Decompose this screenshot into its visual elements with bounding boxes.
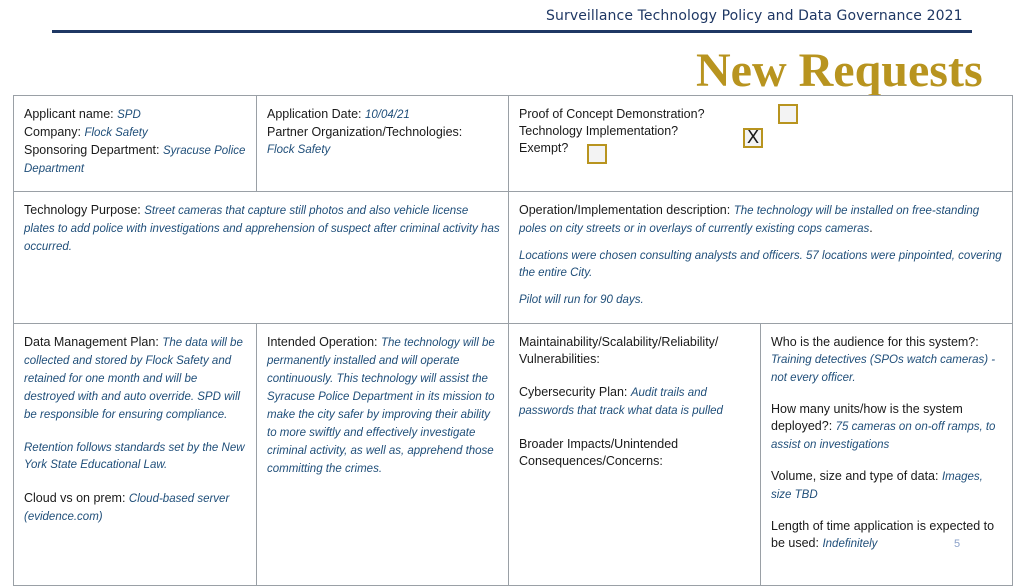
technology-implementation-label: Technology Implementation? <box>519 124 679 138</box>
exempt-checkbox[interactable] <box>587 144 607 164</box>
operation-description-label: Operation/Implementation description: <box>519 203 731 217</box>
intended-operation-cell <box>257 324 509 586</box>
applicant-name-label: Applicant name: <box>24 107 114 121</box>
application-date-label: Application Date: <box>267 107 362 121</box>
pilot-duration-text: Pilot will run for 90 days. <box>519 294 644 306</box>
intended-operation-value: The technology will be permanently installed and will operate continuously. This technology will assist the Syracuse Police Department in its mission to make the city safer by improving their ability to more swiftly and effectively investigate criminal activity, as well as, apprehend those committing the crimes. <box>267 337 495 475</box>
application-date-cell <box>257 96 509 192</box>
form-row-operations <box>14 324 1013 586</box>
page-title: New Requests <box>696 44 983 97</box>
audience-cell <box>761 324 1013 586</box>
retention-text: Retention follows standards set by the New York State Educational Law. <box>24 442 245 471</box>
intended-operation-label: Intended Operation: <box>267 335 378 349</box>
cloud-vs-onprem-value: Cloud-based server (evidence.com) <box>24 493 230 523</box>
data-management-cell <box>14 324 257 586</box>
usage-length-value: Indefinitely <box>822 538 878 550</box>
partner-organization-value: Flock Safety <box>267 144 331 156</box>
form-row-applicant <box>14 96 1013 192</box>
data-management-value: The data will be collected and stored by Flock Safety and retained for one month and will be destroyed with and auto override. SPD will be responsible for ensuring compliance. <box>24 337 243 421</box>
cybersecurity-plan-value: Audit trails and passwords that track what data is pulled <box>519 387 723 417</box>
header-divider <box>52 30 972 33</box>
operation-description-cell <box>509 192 1013 324</box>
technology-implementation-checkbox[interactable]: X <box>743 128 763 148</box>
locations-text: Locations were chosen consulting analysts and officers. 57 locations were pinpointed, covering the entire City. <box>519 250 1002 279</box>
presentation-header-title: Surveillance Technology Policy and Data Governance 2021 <box>546 8 963 24</box>
proof-of-concept-label: Proof of Concept Demonstration? <box>519 107 705 121</box>
maintainability-label: Maintainability/Scalability/Reliability/ Vulnerabilities: <box>519 335 719 366</box>
data-management-label: Data Management Plan: <box>24 335 159 349</box>
units-deployed-value: 75 cameras on on-off ramps, to assist on investigations <box>771 421 996 451</box>
maintainability-cell <box>509 324 761 586</box>
company-value: Flock Safety <box>84 127 148 139</box>
page-number: 5 <box>954 538 961 550</box>
partner-organization-label: Partner Organization/Technologies: <box>267 125 463 139</box>
data-volume-label: Volume, size and type of data: <box>771 469 939 483</box>
cybersecurity-plan-label: Cybersecurity Plan: <box>519 385 628 399</box>
data-volume-value: Images, size TBD <box>771 471 983 501</box>
usage-length-label: Length of time application is expected to be used: <box>771 519 995 550</box>
audience-value: Training detectives (SPOs watch cameras) - not every officer. <box>771 354 996 384</box>
operation-description-value: The technology will be installed on free-standing poles on city streets or in overlays of currently existing cops cameras <box>519 205 980 235</box>
form-row-purpose <box>14 192 1013 324</box>
company-label: Company: <box>24 125 81 139</box>
exempt-label: Exempt? <box>519 141 569 155</box>
applicant-cell <box>14 96 257 192</box>
technology-purpose-value: Street cameras that capture still photos and also vehicle license plates to add police with investigations and apprehension of suspect after criminal activity has occurred. <box>24 205 500 253</box>
application-date-value: 10/04/21 <box>365 109 410 121</box>
technology-purpose-cell <box>14 192 509 324</box>
broader-impacts-label: Broader Impacts/Unintended Consequences/Concerns: <box>519 437 679 468</box>
audience-label: Who is the audience for this system?: <box>771 335 979 349</box>
new-requests-form-table <box>13 95 1013 586</box>
units-deployed-label: How many units/how is the system deployed?: <box>771 402 963 433</box>
technology-purpose-label: Technology Purpose: <box>24 203 141 217</box>
sponsoring-department-label: Sponsoring Department: <box>24 143 160 157</box>
sponsoring-department-value: Syracuse Police Department <box>24 145 246 175</box>
applicant-name-value: SPD <box>117 109 141 121</box>
operation-description-period: . <box>869 221 873 235</box>
cloud-vs-onprem-label: Cloud vs on prem: <box>24 491 126 505</box>
proof-of-concept-checkbox[interactable] <box>778 104 798 124</box>
